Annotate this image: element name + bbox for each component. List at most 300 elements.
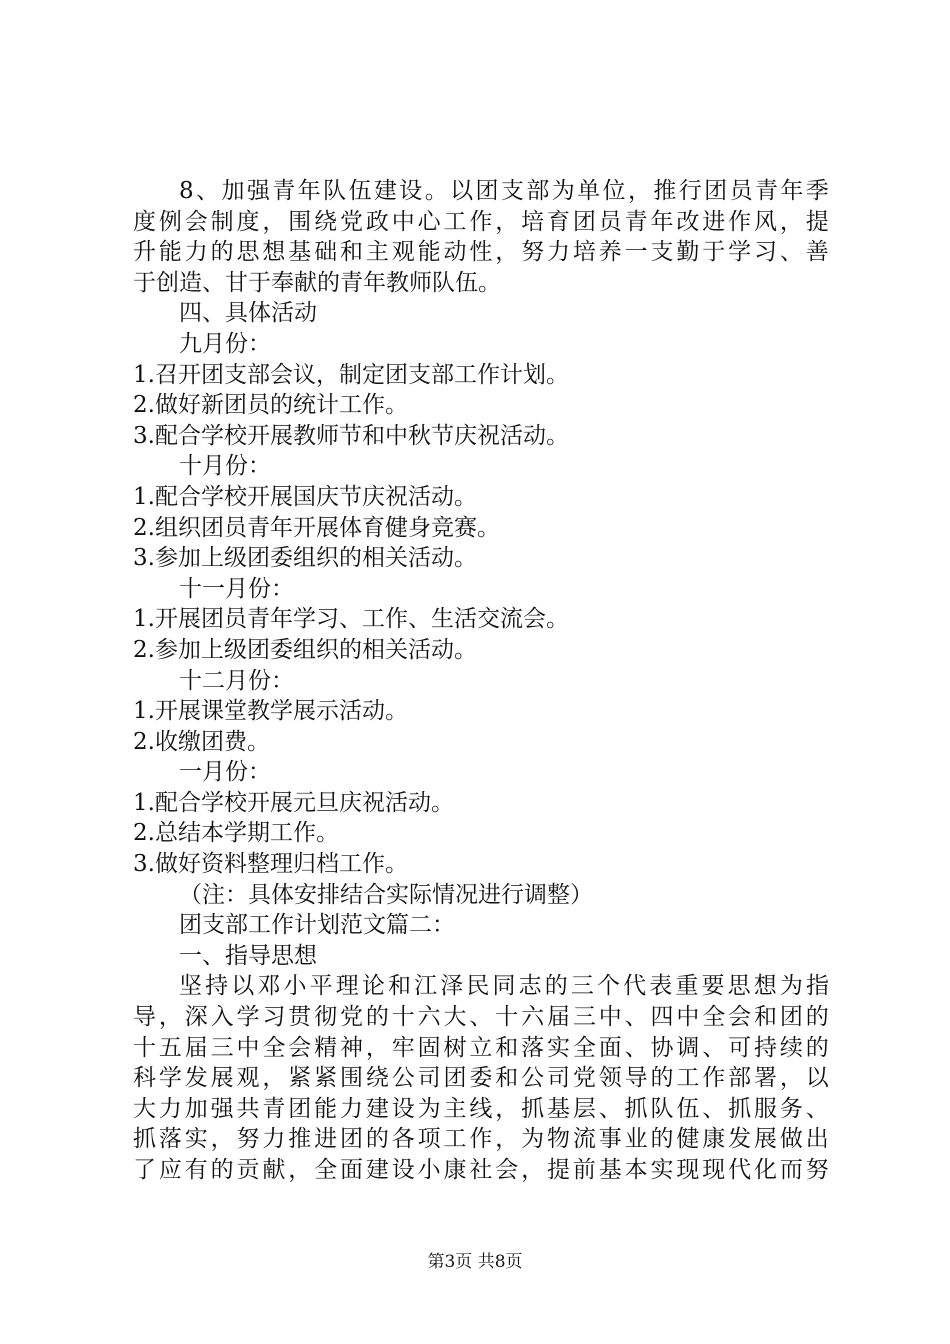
- glyph: 届: [547, 1004, 570, 1031]
- glyph: 署: [754, 1065, 777, 1092]
- glyph: 代: [728, 1157, 752, 1183]
- glyph: 理: [335, 973, 359, 1000]
- glyph: 思: [727, 973, 751, 1000]
- glyph: 绕: [314, 208, 338, 235]
- document-body: [133, 176, 829, 1186]
- glyph: 十: [495, 1004, 519, 1031]
- text-line: [133, 971, 829, 1002]
- glyph: 务: [779, 1095, 803, 1122]
- glyph: 邓: [257, 973, 281, 1000]
- glyph: ，: [627, 178, 651, 204]
- glyph: 公: [521, 1065, 545, 1092]
- glyph: 、: [805, 1095, 829, 1122]
- glyph: 青: [262, 1095, 286, 1122]
- glyph: 和: [495, 1034, 519, 1061]
- glyph: 养: [598, 239, 622, 266]
- glyph: 的: [365, 1004, 389, 1031]
- glyph: 导: [133, 1004, 156, 1031]
- glyph: 以: [805, 1065, 829, 1092]
- glyph: 力: [340, 1095, 363, 1122]
- glyph: 论: [361, 973, 385, 1000]
- glyph: 员: [729, 178, 753, 204]
- glyph: 以: [450, 178, 474, 204]
- glyph: 十: [391, 1004, 415, 1031]
- glyph: 培: [572, 239, 596, 266]
- glyph: 落: [521, 1034, 545, 1061]
- list-item: 1.配合学校开展国庆节庆祝活动。: [133, 483, 477, 510]
- glyph: 力: [262, 1126, 286, 1153]
- glyph: 单: [577, 178, 601, 204]
- glyph: 季: [805, 178, 829, 204]
- glyph: 风: [754, 208, 777, 235]
- glyph: 为: [551, 178, 575, 204]
- glyph: 前: [572, 1157, 596, 1183]
- glyph: 而: [779, 1157, 803, 1183]
- glyph: 8: [179, 178, 194, 204]
- glyph: 全: [262, 1034, 286, 1061]
- glyph: 指: [806, 973, 829, 1000]
- glyph: 和: [495, 1065, 519, 1092]
- glyph: 固: [417, 1034, 441, 1061]
- glyph: 队: [323, 178, 347, 204]
- glyph: 团: [288, 1095, 312, 1122]
- glyph: 、: [469, 1004, 493, 1031]
- glyph: 建: [365, 1095, 389, 1122]
- glyph: 部: [526, 178, 550, 204]
- glyph: 泽: [440, 973, 464, 1000]
- section-heading: 四、具体活动: [179, 300, 317, 327]
- glyph: 落: [158, 1126, 182, 1153]
- glyph: 党: [340, 1004, 363, 1031]
- glyph: 的: [650, 1065, 674, 1092]
- glyph: 各: [391, 1126, 415, 1153]
- glyph: 坚: [179, 973, 202, 1000]
- glyph: 进: [314, 1126, 338, 1153]
- glyph: 度: [133, 208, 156, 235]
- glyph: 和: [754, 1004, 777, 1031]
- glyph: ，: [288, 1157, 312, 1183]
- glyph: 工: [676, 1065, 700, 1092]
- glyph: 共: [236, 1095, 260, 1122]
- glyph: 。: [424, 178, 448, 204]
- paragraph-guiding-thought: [133, 971, 829, 1185]
- text-line: [133, 1002, 829, 1033]
- glyph: 献: [262, 1157, 286, 1183]
- glyph: 的: [544, 973, 568, 1000]
- glyph: 青: [272, 178, 296, 204]
- list-item: 2.总结本学期工作。: [133, 820, 339, 847]
- glyph: 的: [210, 239, 234, 266]
- glyph: 团: [704, 178, 728, 204]
- glyph: 民: [466, 973, 490, 1000]
- glyph: 支: [650, 239, 674, 266]
- glyph: 志: [518, 973, 542, 1000]
- glyph: 一: [624, 239, 648, 266]
- glyph: 小: [417, 1157, 441, 1183]
- list-item: 2.组织团员青年开展体育健身竞赛。: [133, 514, 500, 541]
- month-heading: 十一月份：: [179, 575, 294, 602]
- glyph: 能: [158, 239, 182, 266]
- list-item: 3.配合学校开展教师节和中秋节庆祝活动。: [133, 422, 569, 449]
- glyph: 强: [210, 1095, 234, 1122]
- glyph: 努: [236, 1126, 260, 1153]
- glyph: 党: [340, 208, 363, 235]
- list-item: 2.参加上级团委组织的相关活动。: [133, 636, 477, 663]
- glyph: 全: [702, 1004, 726, 1031]
- text-line: [133, 207, 829, 238]
- glyph: 本: [624, 1157, 648, 1183]
- glyph: 基: [288, 239, 312, 266]
- glyph: 部: [728, 1065, 752, 1092]
- glyph: 江: [414, 973, 438, 1000]
- glyph: 紧: [288, 1065, 312, 1092]
- glyph: 以: [231, 973, 255, 1000]
- list-item: 1.召开团支部会议，制定团支部工作计划。: [133, 361, 569, 388]
- glyph: 、: [598, 1095, 622, 1122]
- glyph: 推: [288, 1126, 312, 1153]
- glyph: 提: [805, 208, 829, 235]
- glyph: 于: [702, 239, 726, 266]
- glyph: 表: [649, 973, 673, 1000]
- glyph: 平: [309, 973, 333, 1000]
- list-item: 2.收缴团费。: [133, 728, 270, 755]
- glyph: 、: [702, 1034, 726, 1061]
- glyph: 三: [210, 1034, 234, 1061]
- glyph: 能: [314, 1095, 338, 1122]
- glyph: 十: [133, 1034, 156, 1061]
- glyph: 学: [236, 1004, 260, 1031]
- glyph: 贯: [288, 1004, 312, 1031]
- glyph: 彻: [314, 1004, 338, 1031]
- month-heading: 九月份：: [179, 330, 271, 357]
- glyph: 抓: [728, 1095, 752, 1122]
- glyph: 项: [417, 1126, 441, 1153]
- glyph: ，: [262, 208, 286, 235]
- glyph: 青: [624, 208, 648, 235]
- glyph: 为: [417, 1095, 441, 1122]
- glyph: 面: [598, 1034, 622, 1061]
- glyph: ，: [779, 1065, 803, 1092]
- glyph: 强: [246, 178, 270, 204]
- glyph: 应: [158, 1157, 182, 1183]
- glyph: 展: [754, 1126, 777, 1153]
- glyph: 流: [572, 1126, 596, 1153]
- glyph: ，: [158, 1004, 182, 1031]
- glyph: 、: [779, 239, 803, 266]
- glyph: 实: [184, 1126, 208, 1153]
- glyph: 六: [417, 1004, 441, 1031]
- glyph: 础: [314, 239, 338, 266]
- glyph: ，: [495, 239, 519, 266]
- glyph: 作: [728, 208, 752, 235]
- glyph: 工: [443, 208, 467, 235]
- glyph: 作: [702, 1065, 726, 1092]
- glyph: 主: [365, 239, 389, 266]
- glyph: 同: [492, 973, 516, 1000]
- glyph: 线: [469, 1095, 493, 1122]
- glyph: 团: [475, 178, 499, 204]
- glyph: 青: [754, 178, 778, 204]
- glyph: 大: [443, 1004, 467, 1031]
- glyph: 员: [598, 208, 622, 235]
- glyph: 力: [547, 239, 570, 266]
- note-line: （注：具体安排结合实际情况进行调整）: [179, 881, 593, 908]
- month-heading: 十月份：: [179, 453, 271, 480]
- glyph: 团: [340, 1126, 363, 1153]
- paragraph-item-8: [133, 176, 829, 298]
- glyph: 年: [650, 208, 674, 235]
- glyph: 的: [210, 1157, 234, 1183]
- glyph: 持: [754, 1034, 777, 1061]
- glyph: 习: [262, 1004, 286, 1031]
- glyph: ，: [495, 1126, 519, 1153]
- glyph: 四: [650, 1004, 674, 1031]
- glyph: 树: [443, 1034, 467, 1061]
- glyph: 化: [754, 1157, 777, 1183]
- text-line: [133, 237, 829, 268]
- glyph: 建: [365, 1157, 389, 1183]
- glyph: 社: [469, 1157, 493, 1183]
- glyph: 现: [676, 1157, 700, 1183]
- glyph: 设: [399, 178, 423, 204]
- glyph: 导: [624, 1065, 648, 1092]
- glyph: 升: [133, 239, 156, 266]
- glyph: 、: [624, 1034, 648, 1061]
- glyph: 现: [702, 1157, 726, 1183]
- glyph: 工: [443, 1126, 467, 1153]
- glyph: 加: [184, 1095, 208, 1122]
- glyph: 有: [184, 1157, 208, 1183]
- glyph: 为: [779, 973, 803, 1000]
- glyph: 会: [495, 1157, 519, 1183]
- list-item: 1.配合学校开展元旦庆祝活动。: [133, 789, 454, 816]
- glyph: ，: [521, 1157, 545, 1183]
- glyph: 健: [676, 1126, 700, 1153]
- section-heading: 一、指导思想: [179, 942, 317, 969]
- glyph: 进: [702, 208, 726, 235]
- glyph: ，: [262, 1065, 286, 1092]
- glyph: 作: [469, 208, 493, 235]
- glyph: 续: [779, 1034, 803, 1061]
- month-heading: 十二月份：: [179, 667, 294, 694]
- glyph: 改: [676, 208, 700, 235]
- glyph: ，: [779, 208, 803, 235]
- glyph: 领: [598, 1065, 622, 1092]
- page-number-footer: 第3页 共8页: [427, 1252, 523, 1272]
- list-item: 1.开展课堂教学展示活动。: [133, 698, 408, 725]
- glyph: 党: [572, 1065, 596, 1092]
- glyph: 代: [623, 973, 647, 1000]
- glyph: 制: [210, 208, 234, 235]
- glyph: 发: [184, 1065, 208, 1092]
- glyph: 小: [283, 973, 307, 1000]
- glyph: 做: [779, 1126, 803, 1153]
- glyph: 作: [469, 1126, 493, 1153]
- glyph: 伍: [348, 178, 372, 204]
- glyph: 立: [469, 1034, 493, 1061]
- glyph: 物: [547, 1126, 570, 1153]
- list-item: 3.参加上级团委组织的相关活动。: [133, 545, 477, 572]
- glyph: 想: [753, 973, 777, 1000]
- glyph: 观: [236, 1065, 260, 1092]
- glyph: 观: [391, 239, 415, 266]
- glyph: 政: [365, 208, 389, 235]
- text-line: [133, 1155, 829, 1186]
- glyph: 抓: [624, 1095, 648, 1122]
- glyph: 持: [205, 973, 229, 1000]
- glyph: 六: [521, 1004, 545, 1031]
- glyph: 实: [547, 1034, 570, 1061]
- glyph: 个: [597, 973, 620, 1000]
- glyph: 面: [340, 1157, 363, 1183]
- glyph: 、: [624, 1004, 648, 1031]
- glyph: 例: [158, 208, 182, 235]
- list-item: 1.开展团员青年学习、工作、生活交流会。: [133, 606, 569, 633]
- glyph: 可: [728, 1034, 752, 1061]
- glyph: 团: [779, 1004, 803, 1031]
- glyph: 团: [572, 208, 596, 235]
- glyph: 抓: [133, 1126, 156, 1153]
- glyph: 力: [158, 1095, 182, 1122]
- glyph: 展: [210, 1065, 234, 1092]
- glyph: ，: [365, 1034, 389, 1061]
- glyph: 习: [754, 239, 777, 266]
- glyph: 调: [676, 1034, 700, 1061]
- glyph: 推: [653, 178, 677, 204]
- glyph: 要: [701, 973, 725, 1000]
- glyph: 精: [314, 1034, 338, 1061]
- glyph: 绕: [365, 1065, 389, 1092]
- glyph: ，: [495, 208, 519, 235]
- glyph: 度: [236, 208, 260, 235]
- glyph: 学: [158, 1065, 182, 1092]
- glyph: 出: [805, 1126, 829, 1153]
- glyph: 公: [391, 1065, 415, 1092]
- text-line: [133, 1094, 829, 1125]
- glyph: 心: [417, 208, 441, 235]
- glyph: 发: [728, 1126, 752, 1153]
- glyph: 了: [133, 1157, 156, 1183]
- glyph: 基: [598, 1157, 622, 1183]
- glyph: 届: [184, 1034, 208, 1061]
- glyph: 提: [547, 1157, 570, 1183]
- list-item: 3.做好资料整理归档工作。: [133, 851, 408, 878]
- glyph: 设: [391, 1095, 415, 1122]
- glyph: 能: [417, 239, 441, 266]
- glyph: 五: [158, 1034, 182, 1061]
- glyph: 康: [443, 1157, 467, 1183]
- glyph: 、: [702, 1095, 726, 1122]
- glyph: ，: [495, 1095, 519, 1122]
- glyph: 围: [288, 208, 312, 235]
- glyph: 事: [598, 1126, 622, 1153]
- glyph: 努: [521, 239, 545, 266]
- text-line: [133, 1033, 829, 1064]
- glyph: 全: [572, 1034, 596, 1061]
- glyph: 层: [572, 1095, 596, 1122]
- glyph: 三: [570, 973, 594, 1000]
- glyph: 队: [650, 1095, 674, 1122]
- glyph: 深: [184, 1004, 208, 1031]
- glyph: 设: [391, 1157, 415, 1183]
- glyph: 思: [236, 239, 260, 266]
- glyph: 、: [196, 178, 220, 204]
- glyph: 康: [702, 1126, 726, 1153]
- glyph: 善: [805, 239, 829, 266]
- glyph: 中: [236, 1034, 260, 1061]
- list-item: 2.做好新团员的统计工作。: [133, 392, 408, 419]
- glyph: 司: [417, 1065, 441, 1092]
- glyph: 动: [443, 239, 467, 266]
- glyph: 会: [288, 1034, 312, 1061]
- text-line: [133, 268, 829, 299]
- glyph: 勤: [676, 239, 700, 266]
- glyph: 的: [365, 1126, 389, 1153]
- glyph: 贡: [236, 1157, 260, 1183]
- glyph: 实: [650, 1157, 674, 1183]
- glyph: 紧: [314, 1065, 338, 1092]
- glyph: 加: [221, 178, 245, 204]
- glyph: 委: [469, 1065, 493, 1092]
- glyph: 全: [314, 1157, 338, 1183]
- glyph: 年: [297, 178, 321, 204]
- glyph: ，: [210, 1126, 234, 1153]
- glyph: 想: [262, 239, 286, 266]
- glyph: 育: [547, 208, 570, 235]
- glyph: 抓: [521, 1095, 545, 1122]
- glyph: 会: [728, 1004, 752, 1031]
- text-line: [133, 1124, 829, 1155]
- glyph: 围: [340, 1065, 363, 1092]
- glyph: 中: [676, 1004, 700, 1031]
- glyph: 年: [780, 178, 804, 204]
- text-line: [133, 176, 829, 207]
- glyph: 为: [521, 1126, 545, 1153]
- glyph: 性: [469, 239, 493, 266]
- glyph: 中: [391, 208, 415, 235]
- glyph: 努: [805, 1157, 829, 1183]
- glyph: 支: [500, 178, 524, 204]
- glyph: 和: [340, 239, 363, 266]
- article-title: 团支部工作计划范文篇二：: [179, 912, 455, 939]
- glyph: 培: [521, 208, 545, 235]
- glyph: 业: [624, 1126, 648, 1153]
- glyph: 主: [443, 1095, 467, 1122]
- glyph: 位: [602, 178, 626, 204]
- glyph: 会: [184, 208, 208, 235]
- glyph: 重: [675, 973, 699, 1000]
- glyph: 的: [805, 1034, 829, 1061]
- glyph: 行: [678, 178, 702, 204]
- glyph: 建: [373, 178, 397, 204]
- glyph: 协: [650, 1034, 674, 1061]
- glyph: 团: [443, 1065, 467, 1092]
- glyph: 牢: [391, 1034, 415, 1061]
- glyph: 力: [184, 239, 208, 266]
- glyph: 三: [572, 1004, 596, 1031]
- line-text: 于创造、甘于奉献的青年教师队伍。: [133, 269, 501, 296]
- glyph: 神: [340, 1034, 363, 1061]
- glyph: 大: [133, 1095, 156, 1122]
- glyph: 中: [598, 1004, 622, 1031]
- text-line: [133, 1063, 829, 1094]
- glyph: 学: [728, 239, 752, 266]
- glyph: 伍: [676, 1095, 700, 1122]
- glyph: 司: [547, 1065, 570, 1092]
- glyph: 入: [210, 1004, 234, 1031]
- activity-list: [133, 298, 829, 971]
- glyph: 科: [133, 1065, 156, 1092]
